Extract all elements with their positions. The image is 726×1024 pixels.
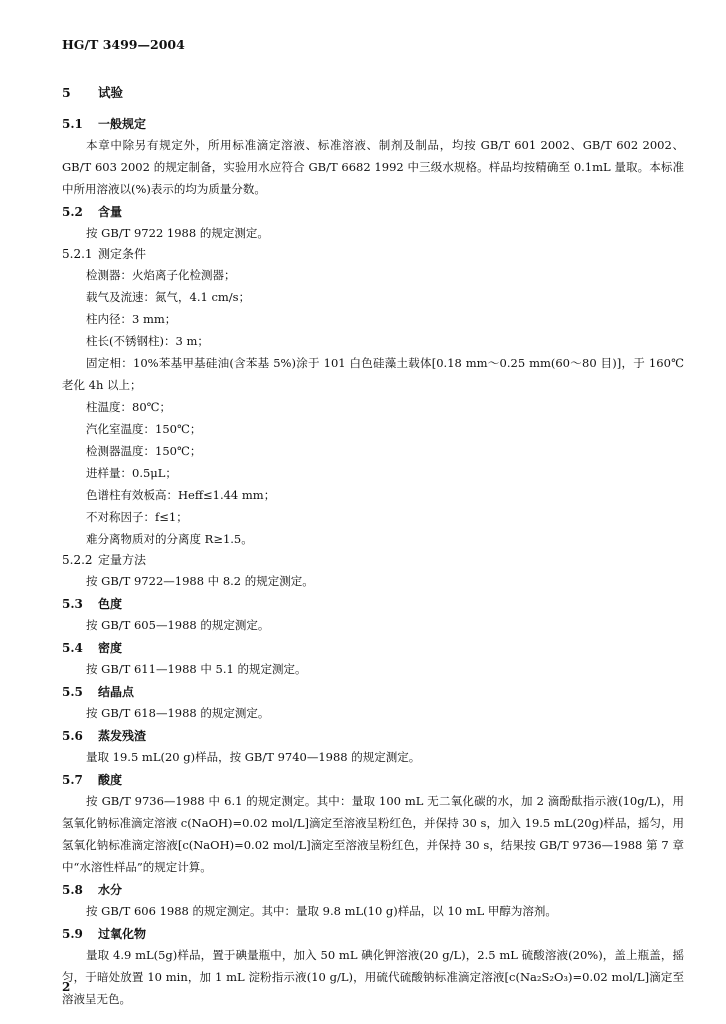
section-title: 含量	[98, 205, 123, 219]
section-number: 5.2.2	[62, 553, 93, 567]
section-title: 蒸发残渣	[98, 729, 147, 743]
section-5-5-heading	[62, 682, 684, 702]
section-5-3-heading	[62, 594, 684, 614]
section-5-6-heading	[62, 726, 684, 746]
section-5-3-paragraph: 按 GB/T 605—1988 的规定测定。	[86, 618, 270, 632]
section-number: 5.3	[62, 597, 83, 611]
section-number: 5.1	[62, 117, 83, 131]
section-title: 密度	[98, 641, 123, 655]
section-number: 5.9	[62, 927, 83, 941]
condition-line: 检测器：火焰离子化检测器；	[86, 268, 236, 282]
section-5-8-paragraph: 按 GB/T 606 1988 的规定测定。其中：量取 9.8 mL(10 g)样品，以 10 mL 甲醇为溶剂。	[86, 904, 557, 918]
section-title: 色度	[98, 597, 123, 611]
section-5-2-heading	[62, 202, 684, 222]
condition-line: 进样量：0.5μL；	[86, 466, 177, 480]
section-title: 水分	[98, 883, 123, 897]
section-number: 5.4	[62, 641, 83, 655]
section-5-4-heading	[62, 638, 684, 658]
condition-line: 色谱柱有效板高：Heff≤1.44 mm；	[86, 488, 276, 502]
section-5-9-heading	[62, 924, 684, 944]
standard-code-header: HG/T 3499—2004	[62, 37, 185, 52]
section-title: 定量方法	[98, 553, 147, 567]
condition-line: 难分离物质对的分离度 R≥1.5。	[86, 532, 253, 546]
section-number: 5.2.1	[62, 247, 93, 261]
condition-line: 汽化室温度：150℃；	[86, 422, 202, 436]
section-5-9-paragraph: 量取 4.9 mL(5g)样品，置于碘量瓶中，加入 50 mL 碘化钾溶液(20 g/L)，2.5 mL 硫酸溶液(20%)，盖上瓶盖，摇匀，于暗处放置 10 min，加 1 mL 淀粉指示液(10 g/L)，用硫代硫酸钠标准滴定溶液[c(Na₂S₂O₃)=0.02 mol/L]滴定至溶液呈无色。	[62, 948, 684, 1006]
section-title: 测定条件	[98, 247, 147, 261]
section-5-6-paragraph: 量取 19.5 mL(20 g)样品，按 GB/T 9740—1988 的规定测定。	[86, 750, 421, 764]
section-title: 试验	[98, 85, 124, 100]
condition-line: 柱内径：3 mm；	[86, 312, 177, 326]
section-5-2-2-paragraph: 按 GB/T 9722—1988 中 8.2 的规定测定。	[86, 574, 314, 588]
section-5-4-paragraph: 按 GB/T 611—1988 中 5.1 的规定测定。	[86, 662, 307, 676]
section-title: 一般规定	[98, 117, 147, 131]
section-5-7-heading	[62, 770, 684, 790]
section-title: 酸度	[98, 773, 123, 787]
section-number: 5.8	[62, 883, 83, 897]
section-5-2-2-heading	[62, 550, 684, 570]
section-title: 过氧化物	[98, 927, 147, 941]
section-5-heading	[62, 82, 684, 104]
page-number: 2	[62, 980, 71, 994]
condition-line: 载气及流速：氮气，4.1 cm/s；	[86, 290, 251, 304]
section-5-2-paragraph: 按 GB/T 9722 1988 的规定测定。	[86, 226, 269, 240]
section-5-5-paragraph: 按 GB/T 618—1988 的规定测定。	[86, 706, 270, 720]
section-5-2-1-heading	[62, 244, 684, 264]
section-number: 5.6	[62, 729, 83, 743]
section-number: 5.2	[62, 205, 83, 219]
section-5-8-heading	[62, 880, 684, 900]
condition-line: 检测器温度：150℃；	[86, 444, 202, 458]
stationary-phase-paragraph: 固定相：10%苯基甲基硅油(含苯基 5%)涂于 101 白色硅藻土载体[0.18 mm～0.25 mm(60～80 目)]，于 160℃ 老化 4h 以上；	[62, 356, 684, 392]
document-body	[62, 82, 684, 1010]
section-number: 5.5	[62, 685, 83, 699]
section-number: 5.7	[62, 773, 83, 787]
section-number: 5	[62, 85, 71, 100]
condition-line: 柱温度：80℃；	[86, 400, 171, 414]
condition-line: 不对称因子：f≤1；	[86, 510, 188, 524]
section-title: 结晶点	[98, 685, 135, 699]
section-5-1-paragraph: 本章中除另有规定外，所用标准滴定溶液、标准溶液、制剂及制品，均按 GB/T 601 2002、GB/T 602 2002、GB/T 603 2002 的规定制备，实验用水应符合 GB/T 6682 1992 中三级水规格。样品均按精确至 0.1mL 量取。本标准中所用溶液以(%)表示的均为质量分数。	[62, 138, 684, 196]
section-5-1-heading	[62, 114, 684, 134]
condition-line: 柱长(不锈钢柱)：3 m；	[86, 334, 209, 348]
section-5-7-paragraph: 按 GB/T 9736—1988 中 6.1 的规定测定。其中：量取 100 mL 无二氧化碳的水，加 2 滴酚酞指示液(10g/L)，用氢氧化钠标准滴定溶液 c(NaOH)=0.02 mol/L]滴定至溶液呈粉红色，并保持 30 s，加入 19.5 mL(20g)样品，摇匀，用氢氧化钠标准滴定溶液[c(NaOH)=0.02 mol/L]滴定至溶液呈粉红色，并保持 30 s，结果按 GB/T 9736—1988 第 7 章中“水溶性样品”的规定计算。	[62, 794, 684, 874]
